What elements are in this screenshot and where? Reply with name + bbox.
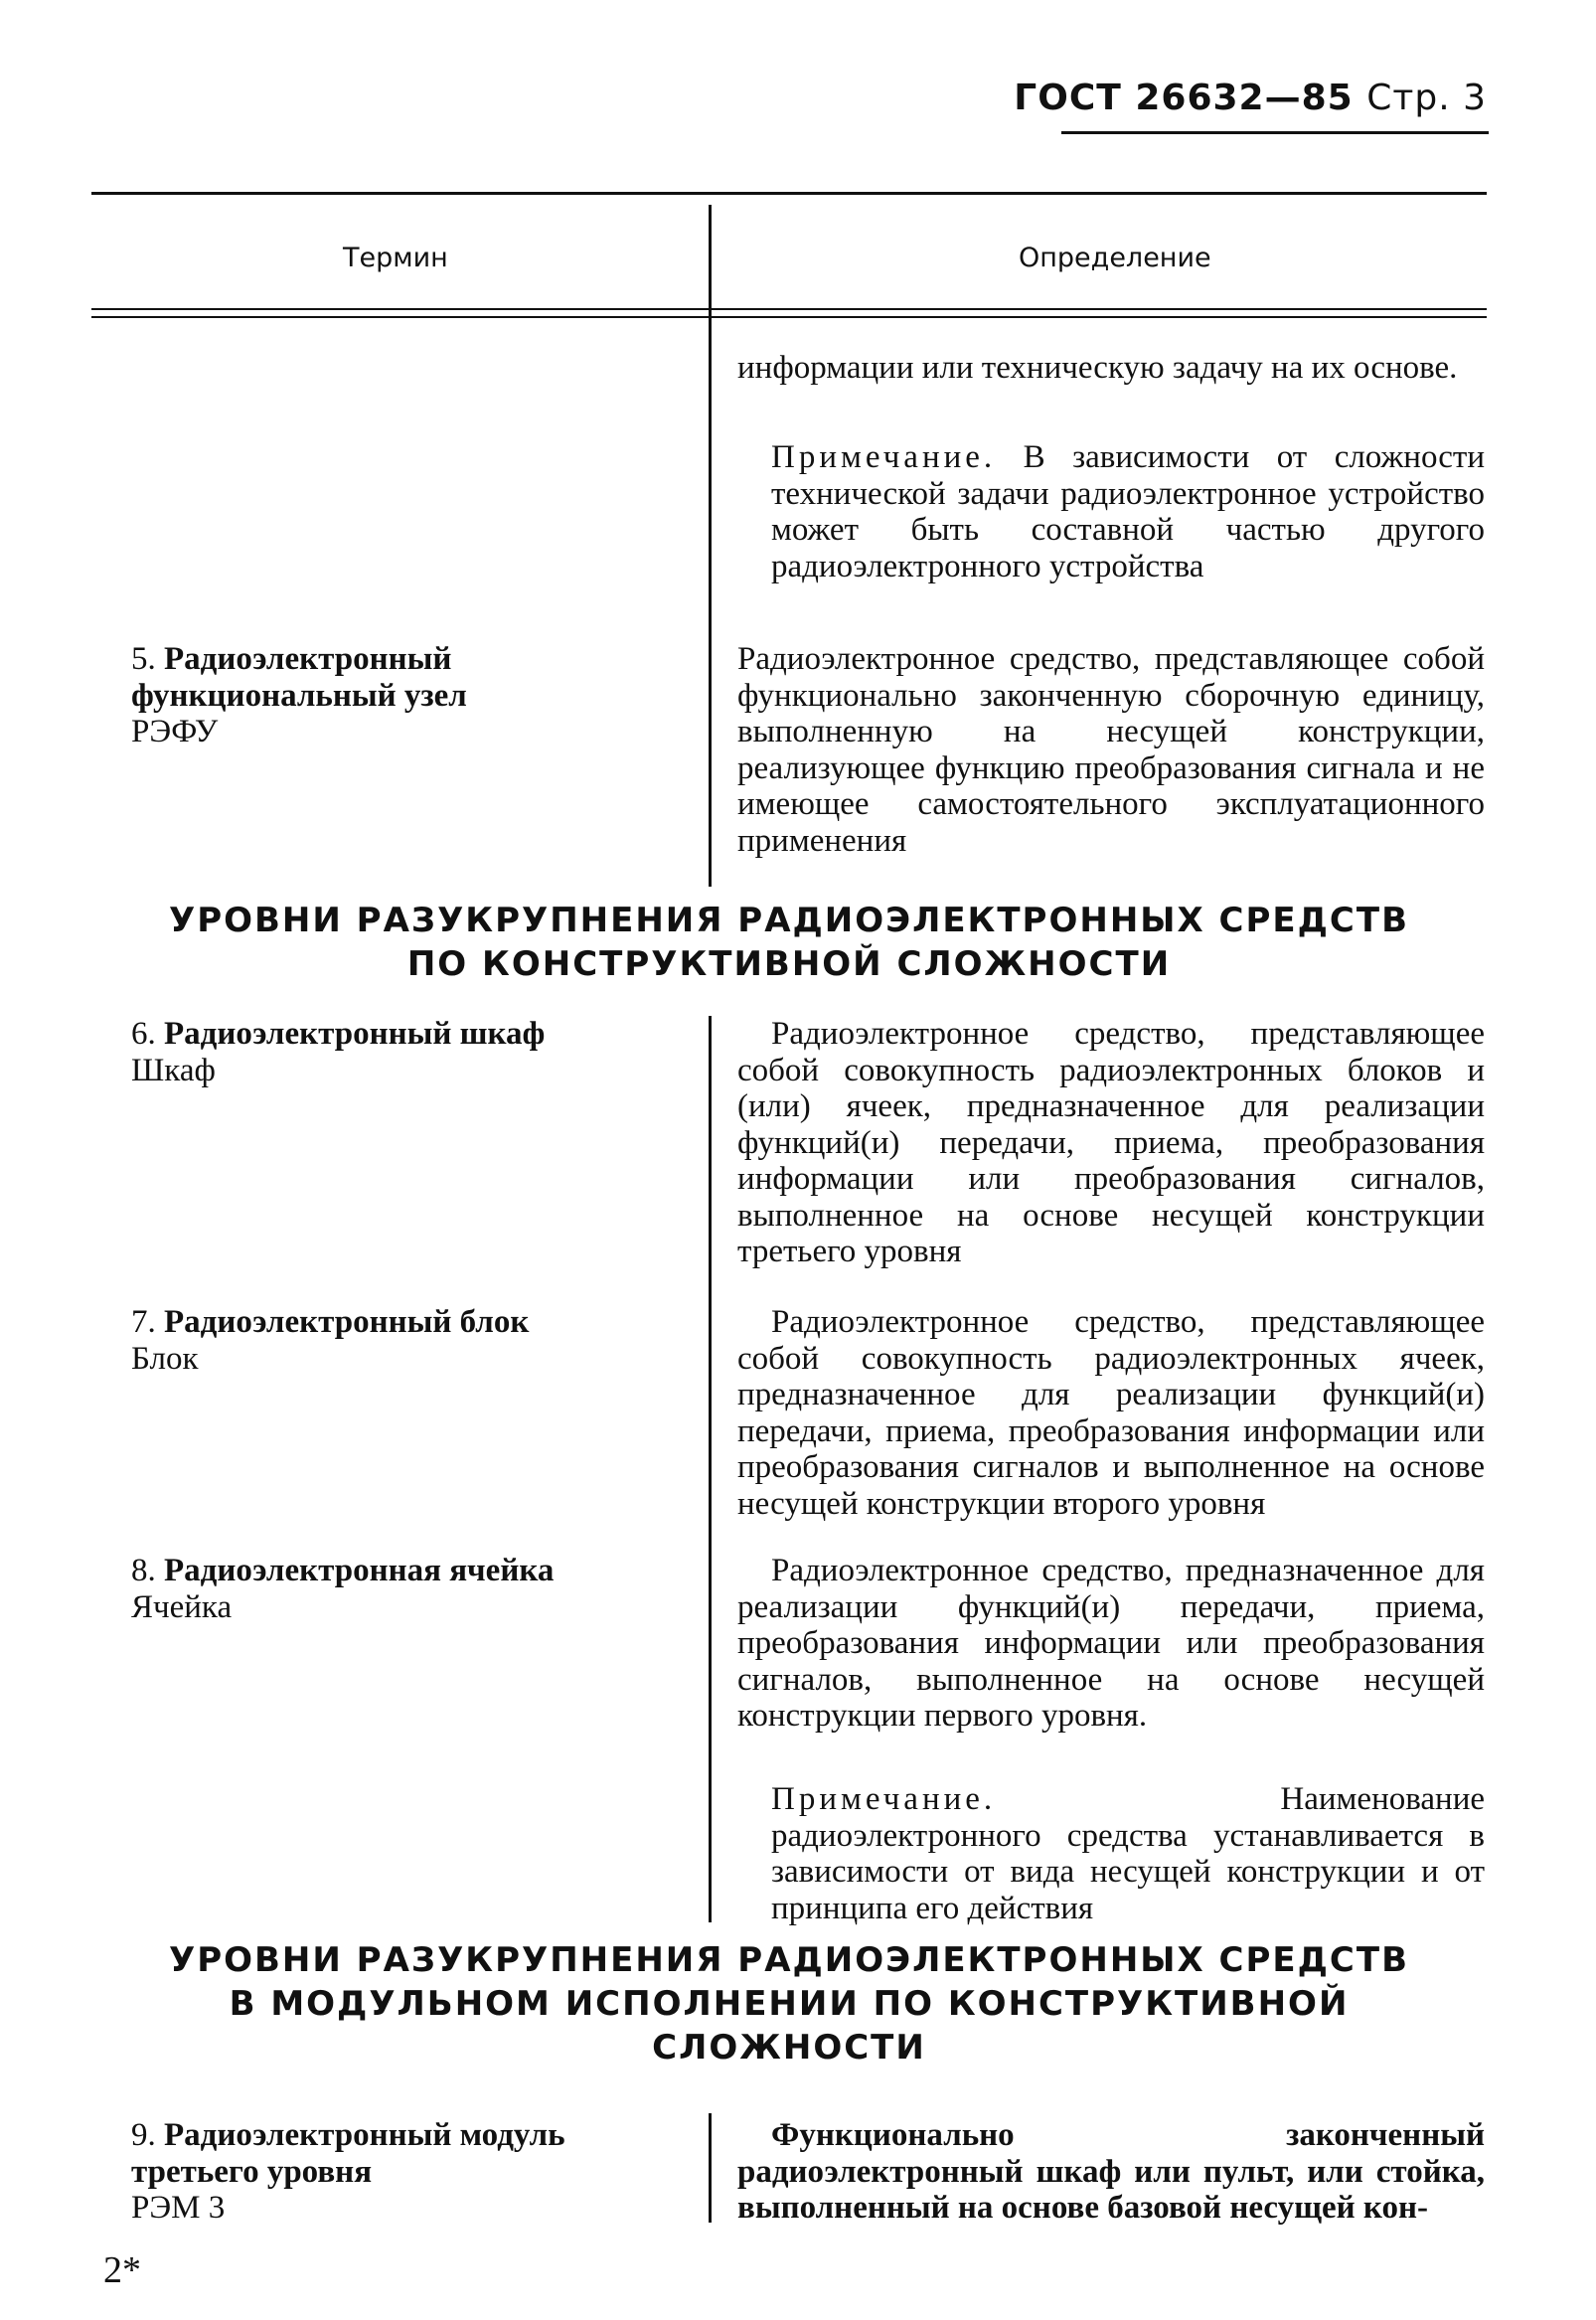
term-number: 7. [131, 1304, 156, 1340]
section-title-line: В МОДУЛЬНОМ ИСПОЛНЕНИИ ПО КОНСТРУКТИВНОЙ [229, 1984, 1350, 2024]
note [771, 439, 1485, 584]
column-divider [709, 1016, 712, 1922]
note [771, 1781, 1485, 1926]
note-text: Наименование радиоэлектронного средства устанавливается в зависимости от вида несущей конструкции и от принципа его действия [771, 1781, 1485, 1926]
section-title-line: УРОВНИ РАЗУКРУПНЕНИЯ РАДИОЭЛЕКТРОННЫХ СРЕДСТВ [168, 1940, 1409, 1980]
section-title-line: УРОВНИ РАЗУКРУПНЕНИЯ РАДИОЭЛЕКТРОННЫХ СРЕДСТВ [168, 901, 1409, 940]
standard-number: ГОСТ 26632—85 [1014, 78, 1354, 118]
term-entry [91, 1553, 658, 1625]
term-number: 5. [131, 641, 156, 677]
column-header-term: Термин [343, 243, 448, 273]
term-name: Радиоэлектронная ячейка [164, 1553, 555, 1588]
table-head-rule [91, 308, 1487, 310]
term-entry [91, 641, 658, 750]
term-number: 9. [131, 2117, 156, 2153]
section-title-line: ПО КОНСТРУКТИВНОЙ СЛОЖНОСТИ [406, 944, 1172, 984]
note-label: Примечание. [771, 1781, 997, 1817]
running-head [1014, 78, 1487, 118]
column-divider [709, 205, 712, 887]
term-abbreviation: РЭМ 3 [131, 2190, 226, 2226]
definition: Функционально законченный радиоэлектронный шкаф или пульт, или стойка, выполненный на основе базовой несущей кон- [737, 2117, 1485, 2226]
note-label: Примечание. [771, 439, 997, 475]
table-top-rule [91, 192, 1487, 195]
term-entry [91, 2117, 658, 2227]
term-name: Радиоэлектронный блок [164, 1304, 530, 1340]
section-title [91, 1938, 1487, 2070]
definition-continuation: информации или техническую задачу на их основе. [737, 350, 1458, 386]
section-title [91, 899, 1487, 986]
term-number: 8. [131, 1553, 156, 1588]
term-entry [91, 1016, 658, 1088]
definition: Радиоэлектронное средство, представляющее собой функционально законченную сборочную единицу, выполненную на несущей конструкции, реализующее функцию преобразования сигнала и не имеющее самостоятельного эксплуатационного применения [737, 641, 1485, 859]
column-divider [709, 2113, 712, 2223]
definition: Радиоэлектронное средство, представляющее собой совокупность радиоэлектронных блоков и (или) ячеек, предназначенное для реализации функций(и) передачи, приема, преобразования информации или преобразования сигналов, выполненное на основе несущей конструкции третьего уровня [737, 1016, 1485, 1269]
definition: Радиоэлектронное средство, представляющее собой совокупность радиоэлектронных ячеек, предназначенное для реализации функций(и) передачи, приема, преобразования информации или преобразования сигналов и выполненное на основе несущей конструкции второго уровня [737, 1304, 1485, 1522]
signature-mark: 2* [103, 2249, 141, 2291]
term-name: Радиоэлектронный шкаф [164, 1016, 546, 1052]
page-number: Стр. 3 [1366, 78, 1487, 118]
term-name: Радиоэлектронный модуль третьего уровня [131, 2117, 565, 2190]
header-rule [1061, 131, 1489, 134]
section-title-line: СЛОЖНОСТИ [652, 2028, 926, 2068]
column-header-definition: Определение [1019, 243, 1211, 273]
table-head-rule [91, 316, 1487, 318]
term-number: 6. [131, 1016, 156, 1052]
definition: Радиоэлектронное средство, предназначенное для реализации функций(и) передачи, приема, преобразования информации или преобразования сигналов, выполненное на основе несущей конструкции первого уровня. [737, 1553, 1485, 1734]
term-name: Радиоэлектронный функциональный узел [131, 641, 467, 714]
note-text: В зависимости от сложности технической задачи радиоэлектронное устройство может быть составной частью другого радиоэлектронного устройства [771, 439, 1486, 584]
term-abbreviation: Ячейка [131, 1588, 233, 1625]
term-entry [91, 1304, 658, 1377]
term-abbreviation: Шкаф [131, 1052, 216, 1088]
term-abbreviation: Блок [131, 1340, 199, 1377]
term-abbreviation: РЭФУ [131, 714, 219, 749]
